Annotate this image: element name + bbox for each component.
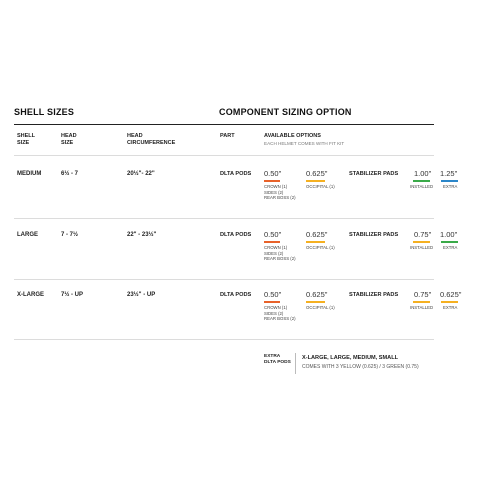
stabilizer-extra-color-bar	[441, 241, 458, 243]
pod-color-bar-yellow	[306, 180, 325, 182]
stabilizer-extra-color-bar	[441, 180, 458, 182]
col-available-options: AVAILABLE OPTIONS	[264, 133, 321, 139]
head-size: 7½ - UP	[61, 292, 84, 298]
stabilizer-extra-label: EXTRA	[443, 305, 458, 310]
head-size: 6½ - 7	[61, 171, 79, 177]
pod-size-secondary: 0.625"	[306, 290, 328, 299]
shell-sizes-heading: SHELL SIZES	[14, 107, 75, 117]
stabilizer-installed-size: 1.00"	[414, 169, 432, 178]
pod-color-bar-orange	[264, 180, 280, 182]
col-head-size: HEAD SIZE	[61, 133, 77, 146]
stabilizer-installed-color-bar	[413, 180, 430, 182]
pod-size-secondary: 0.625"	[306, 230, 328, 239]
stabilizer-installed-color-bar	[413, 241, 430, 243]
pod-color-bar-yellow	[306, 301, 325, 303]
extra-divider	[14, 339, 434, 340]
stabilizer-extra-size: 1.25"	[440, 169, 458, 178]
col-part: PART	[220, 133, 235, 139]
part-name: DLTA PODS	[220, 292, 252, 298]
pod-color-bar-orange	[264, 241, 280, 243]
stabilizer-pads-label: STABILIZER PADS	[349, 292, 399, 298]
col-head-circumference: HEAD CIRCUMFERENCE	[127, 133, 176, 146]
pod-primary-locations: CROWN (1) SIDES (2) REAR BOSS (2)	[264, 305, 296, 322]
pod-size-primary: 0.50"	[264, 169, 282, 178]
stabilizer-installed-label: INSTALLED	[410, 245, 434, 250]
pod-size-primary: 0.50"	[264, 290, 282, 299]
stabilizer-extra-size: 1.00"	[440, 230, 458, 239]
stabilizer-extra-label: EXTRA	[443, 245, 458, 250]
pod-primary-locations: CROWN (1) SIDES (2) REAR BOSS (2)	[264, 184, 296, 201]
heading-divider	[14, 124, 434, 125]
part-name: DLTA PODS	[220, 171, 252, 177]
stabilizer-installed-label: INSTALLED	[410, 305, 434, 310]
stabilizer-extra-color-bar	[441, 301, 458, 303]
row-divider	[14, 218, 434, 219]
head-circumference: 23½" - UP	[127, 292, 156, 298]
pod-color-bar-orange	[264, 301, 280, 303]
stabilizer-extra-size: 0.625"	[440, 290, 462, 299]
pod-primary-locations: CROWN (1) SIDES (2) REAR BOSS (2)	[264, 245, 296, 262]
pod-size-primary: 0.50"	[264, 230, 282, 239]
stabilizer-installed-size: 0.75"	[414, 290, 432, 299]
col-shell-size: SHELL SIZE	[17, 133, 36, 146]
stabilizer-pads-label: STABILIZER PADS	[349, 171, 399, 177]
row-divider	[14, 279, 434, 280]
pod-secondary-location: OCCIPITAL (1)	[306, 245, 335, 250]
head-circumference: 22" - 23½"	[127, 232, 157, 238]
stabilizer-installed-size: 0.75"	[414, 230, 432, 239]
shell-size: X-LARGE	[17, 292, 44, 298]
head-circumference: 20½"- 22"	[127, 171, 155, 177]
part-name: DLTA PODS	[220, 232, 252, 238]
shell-size: MEDIUM	[17, 171, 42, 177]
extra-vertical-divider	[295, 353, 296, 374]
pod-color-bar-yellow	[306, 241, 325, 243]
col-available-subtext: EACH HELMET COMES WITH FIT KIT	[264, 141, 345, 146]
head-size: 7 - 7½	[61, 232, 79, 238]
pod-secondary-location: OCCIPITAL (1)	[306, 305, 335, 310]
stabilizer-installed-color-bar	[413, 301, 430, 303]
header-divider	[14, 155, 434, 156]
extra-sizes: X-LARGE, LARGE, MEDIUM, SMALL	[302, 355, 399, 361]
stabilizer-extra-label: EXTRA	[443, 184, 458, 189]
pod-size-secondary: 0.625"	[306, 169, 328, 178]
stabilizer-pads-label: STABILIZER PADS	[349, 232, 399, 238]
extra-description: COMES WITH 3 YELLOW (0.625) / 3 GREEN (0.75)	[302, 364, 419, 370]
shell-size: LARGE	[17, 232, 38, 238]
pod-secondary-location: OCCIPITAL (1)	[306, 184, 335, 189]
component-sizing-heading: COMPONENT SIZING OPTION	[219, 107, 352, 117]
stabilizer-installed-label: INSTALLED	[410, 184, 434, 189]
extra-dlta-pods-label: EXTRA DLTA PODS	[264, 354, 291, 365]
